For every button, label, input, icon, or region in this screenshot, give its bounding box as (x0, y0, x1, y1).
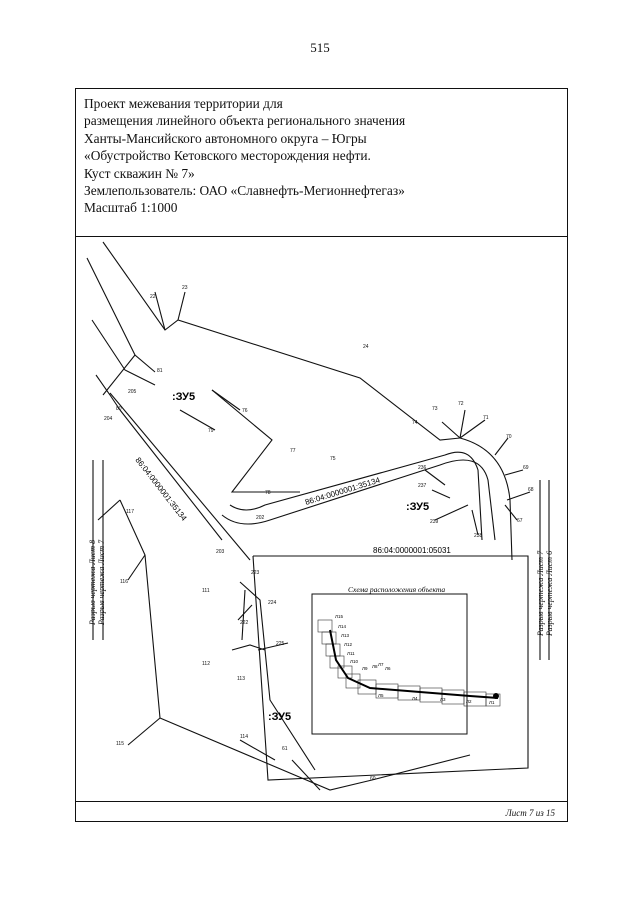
inset-label: Л7 (378, 662, 384, 667)
point-label: 73 (432, 406, 438, 412)
point-label: 224 (268, 600, 277, 606)
point-label: 24 (363, 344, 369, 350)
boundary-line (238, 605, 252, 620)
road-boundary (460, 438, 512, 560)
point-label: 67 (517, 518, 523, 524)
break-label: Разрыв чертежа Лист 8 (88, 539, 97, 625)
sheet-footer: Лист 7 из 15 (505, 808, 555, 818)
point-label: 71 (483, 415, 489, 421)
boundary-line (180, 410, 215, 430)
cadastral-number: 86:04:0000001:05031 (373, 546, 451, 555)
title-line: Проект межевания территории для (84, 96, 283, 111)
inset-label: Л4 (412, 696, 418, 701)
title-line: Масштаб 1:1000 (84, 200, 178, 216)
inset-label: Л2 (466, 699, 472, 704)
point-label: 236 (418, 465, 427, 471)
boundary-line (495, 438, 508, 455)
boundary-line (155, 292, 165, 330)
point-label: 61 (282, 746, 288, 752)
point-label: 75 (330, 456, 336, 462)
boundary-line (96, 375, 120, 410)
inset-label: Л1 (489, 700, 495, 705)
page-number: 515 (310, 40, 330, 55)
inset-label: Л6 (385, 666, 391, 671)
cadastral-number: 86:04:0000001:35134 (133, 455, 189, 523)
point-label: 72 (458, 401, 464, 407)
point-label: 113 (237, 676, 245, 682)
boundary-line (507, 492, 530, 500)
inset-label: Л8 (372, 664, 378, 669)
inset-label: Л13 (341, 633, 349, 638)
title-line: размещения линейного объекта регионального значения (84, 113, 406, 129)
boundary-line (103, 242, 460, 440)
point-label: 225 (276, 641, 285, 647)
inset-label: Л5 (378, 693, 384, 698)
inset-label: Л14 (338, 624, 346, 629)
boundary-line (435, 505, 468, 520)
point-label: 116 (120, 579, 128, 585)
boundary-line (472, 510, 478, 535)
boundary-line (212, 390, 240, 410)
inset-title: Схема расположения объекта (348, 585, 446, 594)
inset-label: Л3 (440, 697, 446, 702)
boundary-line (110, 393, 250, 560)
boundary-line (292, 760, 320, 790)
break-label: Разрыв чертежа Лист 7 (536, 550, 545, 636)
inset-label: Л12 (344, 642, 352, 647)
inset-label: Л9 (362, 666, 368, 671)
title-line: Ханты-Мансийского автономного округа – Югры (84, 130, 367, 146)
boundary-line (128, 718, 160, 745)
point-label: 114 (240, 734, 248, 740)
point-label: 80 (116, 406, 122, 412)
inset-label: Л15 (335, 614, 343, 619)
point-label: 203 (216, 549, 225, 555)
point-label: 112 (202, 661, 210, 667)
boundary-line (98, 500, 120, 520)
inset-label: Л11 (347, 651, 355, 656)
point-label: 22 (150, 294, 156, 300)
boundary-line (212, 390, 300, 492)
boundary-line (425, 470, 445, 485)
point-label: 76 (242, 408, 248, 414)
parcel-label: :ЗУ5 (406, 501, 430, 513)
point-label: 60 (370, 776, 376, 782)
point-label: 117 (126, 509, 134, 515)
boundary-line (87, 258, 155, 372)
point-label: 202 (256, 515, 265, 521)
boundary-line (120, 410, 222, 540)
point-label: 79 (208, 428, 214, 434)
break-label: Разрыв чертежа Лист 6 (545, 550, 554, 636)
title-line: Землепользователь: ОАО «Славнефть-Мегионнефтегаз» (84, 183, 405, 199)
point-label: 239 (430, 519, 439, 525)
boundary-line (460, 410, 465, 438)
cadastral-number: 86:04:0000001:35134 (303, 475, 382, 507)
parcel-label: :ЗУ5 (268, 711, 292, 723)
point-label: 204 (104, 416, 113, 422)
point-label: 78 (265, 490, 271, 496)
point-label: 68 (528, 487, 534, 493)
boundary-line (505, 470, 523, 475)
point-label: 77 (290, 448, 296, 454)
point-label: 23 (182, 285, 188, 291)
point-label: 81 (157, 368, 163, 374)
boundary-line (178, 292, 185, 320)
boundary-line (128, 555, 145, 580)
road-boundary (222, 460, 495, 540)
boundary-line (92, 320, 155, 385)
point-label: 205 (128, 389, 137, 395)
well-pad-marker (493, 693, 499, 699)
point-label: 222 (240, 620, 249, 626)
boundary-line (240, 740, 275, 760)
inset-label: Л10 (350, 659, 358, 664)
point-label: 70 (506, 434, 512, 440)
road-boundary (230, 452, 482, 540)
parcel-label: :ЗУ5 (172, 391, 196, 403)
point-label: 238 (474, 533, 483, 539)
point-label: 69 (523, 465, 529, 471)
title-line: «Обустройство Кетовского месторождения нефти. (84, 148, 371, 164)
boundary-line (442, 422, 460, 438)
boundary-line (432, 490, 450, 498)
point-label: 223 (251, 570, 260, 576)
point-label: 115 (116, 741, 124, 747)
break-label: Разрыв чертежа Лист 7 (97, 539, 106, 625)
boundary-line (460, 420, 485, 438)
point-label: 111 (202, 588, 210, 594)
boundary-line (240, 582, 315, 770)
title-line: Куст скважин № 7» (84, 165, 195, 181)
point-label: 74 (412, 420, 418, 426)
point-label: 237 (418, 483, 427, 489)
